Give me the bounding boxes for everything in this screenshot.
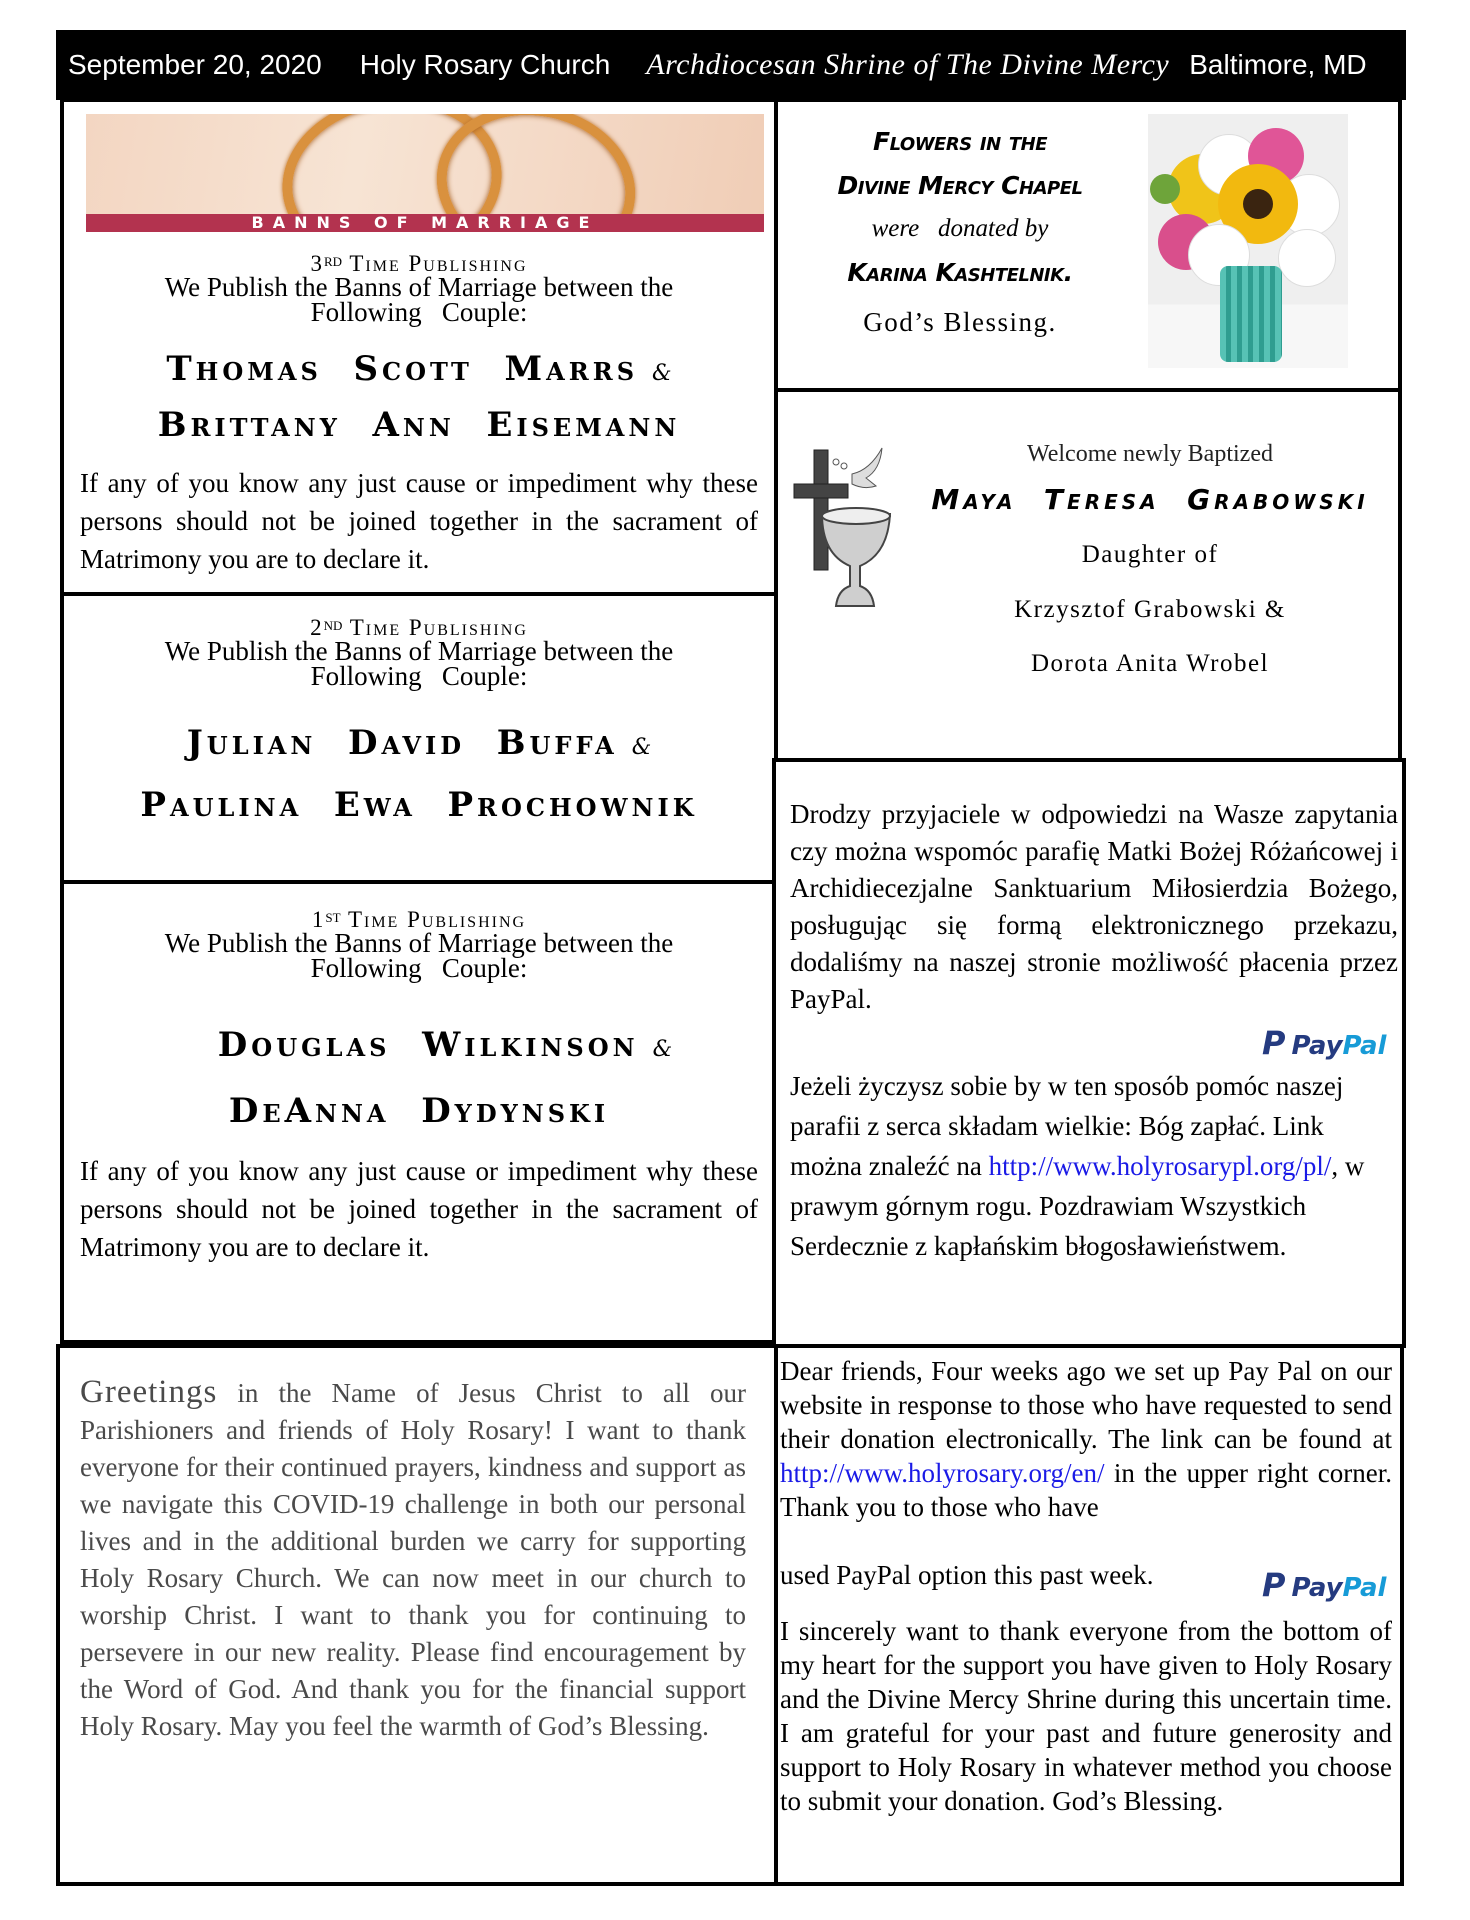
vase-shape <box>1220 266 1282 362</box>
groom-name-first <box>90 1025 800 1065</box>
baptism-text <box>900 436 1400 690</box>
polish-para1: Drodzy przyjaciele w odpowiedzi na Wasze zapytania czy można wspomóc parafię Matki Bożej Różańcowej i Archidiecezjalne Sanktuarium Miłosierdzia Bożego, posługując się formą elektronicznego przekazu, dodaliśmy na naszej stronie możliwość płacenia przez PayPal. <box>790 799 1398 1014</box>
ampersand: & <box>631 735 652 760</box>
publishing-label: Time Publishing <box>349 615 528 640</box>
page-header <box>56 30 1406 100</box>
flowers-donor: Karina Kashtelnik. <box>847 258 1073 287</box>
english-para1-after: in the upper right corner. Thank you to those who have <box>780 1458 1392 1522</box>
banns-banner-image <box>86 114 764 232</box>
ordinal-suffix: ST <box>325 910 341 925</box>
paypal-mark-icon: P <box>1262 1566 1286 1604</box>
greetings-text <box>80 1374 746 1745</box>
flower-bouquet-image <box>1148 114 1348 368</box>
baptism-font-cross-dove-icon <box>792 444 896 614</box>
groom-name: Julian David Buffa <box>186 723 618 763</box>
announcement-line1: We Publish the Banns of Marriage between the <box>164 272 674 302</box>
banns-second-header <box>64 616 774 689</box>
english-para1-before: Dear friends, Four weeks ago we set up Pay Pal on our website in response to those who have requested to send their donation electronically. The link can be found at <box>780 1356 1392 1454</box>
impediment-text-third: If any of you know any just cause or impediment why these persons should not be joined together in the sacrament of Matrimony you are to declare it. <box>80 468 758 574</box>
publishing-label: Time Publishing <box>349 251 528 276</box>
baptism-daughter-of: Daughter of <box>1081 541 1219 568</box>
flowers-donated: were donated by <box>871 215 1049 242</box>
paypal-mark-icon: P <box>1262 1024 1286 1062</box>
groom-name: Thomas Scott Marrs <box>166 349 639 389</box>
banns-first-header <box>64 908 774 981</box>
paypal-logo-part1: Pay <box>1291 1031 1343 1061</box>
baptism-parent2: Dorota Anita Wrobel <box>1030 650 1270 677</box>
ordinal-number: 1 <box>311 907 326 932</box>
banns-third-header <box>64 252 774 325</box>
paypal-logo-english <box>1262 1566 1386 1604</box>
greetings-lead: Greetings <box>80 1374 218 1410</box>
polish-para2-before: Jeżeli życzysz sobie by w ten sposób pomóc naszej parafii z serca składam wielkie: Bóg zapłać. Link można znaleźć na <box>790 1071 1344 1181</box>
groom-name-second <box>64 723 774 763</box>
announcement-line2: Following Couple: <box>310 661 528 691</box>
polish-para2 <box>790 1066 1390 1266</box>
groom-name: Douglas Wilkinson <box>217 1025 639 1065</box>
header-shrine: Archdiocesan Shrine of The Divine Mercy <box>646 48 1170 81</box>
greetings-body: in the Name of Jesus Christ to all our Parishioners and friends of Holy Rosary! I want to thank everyone for their continued prayers, kindness and support as we navigate this COVID-19 challenge in both our personal lives and in the additional burden we carry for supporting Holy Rosary Church. We can now meet in our church to worship Christ. I want to thank you for continuing to persevere in our new reality. Please find encouragement by the Word of God. And thank you for the financial support Holy Rosary. May you feel the warmth of God’s Blessing. <box>80 1378 746 1741</box>
publishing-label: Time Publishing <box>347 907 527 932</box>
english-para2: I sincerely want to thank everyone from the bottom of my heart for the support you have given to Holy Rosary and the Divine Mercy Shrine during this uncertain time. I am grateful for your past and future generosity and support to Holy Rosary in whatever method you choose to submit your donation. God’s Blessing. <box>780 1616 1392 1816</box>
bride-name-second: Paulina Ewa Prochownik <box>140 785 698 825</box>
paypal-logo-part2: Pal <box>1342 1573 1387 1603</box>
header-church: Holy Rosary Church <box>359 49 611 80</box>
flowers-blessing: God’s Blessing. <box>863 307 1057 337</box>
flowers-title-line1: Flowers in the <box>873 127 1047 156</box>
english-para1 <box>780 1354 1392 1524</box>
ampersand: & <box>652 1037 673 1062</box>
flowers-title-line2: Divine Mercy Chapel <box>837 171 1083 200</box>
groom-name-third <box>64 349 774 389</box>
ordinal-number: 2 <box>310 615 324 640</box>
english-para1-last: used PayPal option this past week. <box>780 1560 1154 1590</box>
announcement-line2: Following Couple: <box>310 953 528 983</box>
header-date: September 20, 2020 <box>68 49 322 80</box>
ordinal-suffix: RD <box>323 254 343 269</box>
header-city: Baltimore, MD <box>1189 49 1367 80</box>
paypal-logo-part2: Pal <box>1342 1031 1387 1061</box>
announcement-line1: We Publish the Banns of Marriage between the <box>164 928 674 958</box>
flowers-text <box>790 120 1130 348</box>
banns-banner-text: BANNS OF MARRIAGE <box>86 214 764 232</box>
baptism-welcome: Welcome newly Baptized <box>1027 441 1273 467</box>
bride-name-third: Brittany Ann Eisemann <box>157 405 681 445</box>
impediment-text-first: If any of you know any just cause or impediment why these persons should not be joined together in the sacrament of Matrimony you are to declare it. <box>80 1156 758 1262</box>
polish-paypal-link[interactable]: http://www.holyrosarypl.org/pl/ <box>988 1151 1332 1181</box>
ordinal-number: 3 <box>310 251 324 276</box>
baptized-name: Maya Teresa Grabowski <box>931 483 1369 516</box>
paypal-logo-part1: Pay <box>1291 1573 1343 1603</box>
english-paypal-link[interactable]: http://www.holyrosary.org/en/ <box>780 1458 1105 1488</box>
baptism-parent1: Krzysztof Grabowski & <box>1014 596 1286 623</box>
ordinal-suffix: ND <box>323 618 343 633</box>
polish-para2-after: , w prawym górnym rogu. Pozdrawiam Wszystkich Serdecznie z kapłańskim błogosławieństwem. <box>790 1151 1365 1261</box>
announcement-line2: Following Couple: <box>310 297 528 327</box>
ampersand: & <box>652 361 672 386</box>
bride-name-first: DeAnna Dydynski <box>228 1091 610 1131</box>
announcement-line1: We Publish the Banns of Marriage between the <box>164 636 674 666</box>
paypal-logo-polish <box>1262 1024 1386 1062</box>
